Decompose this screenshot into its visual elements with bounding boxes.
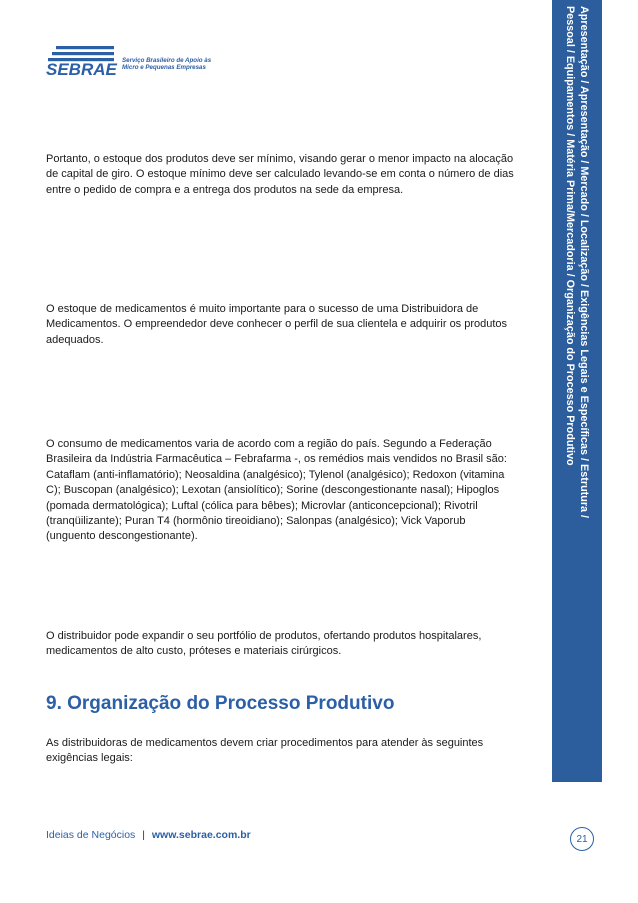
- logo-tagline: [122, 57, 211, 71]
- section-heading: 9. Organização do Processo Produtivo: [46, 693, 395, 714]
- paragraph-medication-consumption: O consumo de medicamentos varia de acordo com a região do país. Segundo a Federação Brasileira da Indústria Farmacêutica – Febrafarma -, os remédios mais vendidos no Brasil são: Cataflam (anti-inflamatório); Neosaldina (analgésico); Tylenol (analgésico); Redoxon (vitamina C); Buscopan (analgésico); Lexotan (ansiolítico); Sorine (descongestionante nasal); Hipoglos (pomada dermatológica); Luftal (cólica para bêbes); Microvlar (anticoncepcional); Rivotril (tranqüilizante); Puran T4 (hormônio tireoidiano); Salonpas (analgésico); Vick Vaporub (unguento descongestionante).: [46, 438, 507, 543]
- page-number: 21: [576, 833, 588, 845]
- footer-url-link[interactable]: www.sebrae.com.br: [151, 829, 251, 841]
- sebrae-logo-mark: [46, 40, 122, 82]
- paragraph-portfolio-expansion: O distribuidor pode expandir o seu portfólio de produtos, ofertando produtos hospitalares, medicamentos de alto custo, próteses e materiais cirúrgicos.: [46, 630, 482, 658]
- footer-label: Ideias de Negócios: [46, 829, 136, 841]
- footer-separator: |: [142, 829, 145, 841]
- sebrae-logo: [46, 40, 246, 82]
- logo-tagline-line2: Micro e Pequenas Empresas: [122, 64, 206, 72]
- chapter-sidebar: [552, 0, 602, 782]
- paragraph-stock-importance: O estoque de medicamentos é muito importante para o sucesso de uma Distribuidora de Medicamentos. O empreendedor deve conhecer o perfil de sua clientela e adquirir os produtos adequados.: [46, 303, 508, 346]
- paragraph-legal-requirements: As distribuidoras de medicamentos devem criar procedimentos para atender às seguintes exigências legais:: [46, 737, 484, 765]
- chapter-navigation-line1: Apresentação / Apresentação / Mercado / Localização / Exigências Legais e Específicas / Estrutura /: [578, 6, 590, 519]
- chapter-navigation-line2: Pessoal / Equipamentos / Matéria Prima/Mercadoria / Organização do Processo Produtivo: [564, 6, 576, 466]
- paragraph-stock-minimum: Portanto, o estoque dos produtos deve ser mínimo, visando gerar o menor impacto na alocação de capital de giro. O estoque mínimo deve ser calculado levando-se em conta o número de dias entre o pedido de compra e a entrega dos produtos na sede da empresa.: [46, 153, 514, 196]
- logo-wordmark: SEBRAE: [46, 60, 117, 79]
- page-number-badge: [570, 827, 594, 851]
- logo-tagline-line1: Serviço Brasileiro de Apoio às: [122, 57, 212, 64]
- footer: [46, 829, 251, 841]
- chapter-navigation-text: [563, 6, 591, 776]
